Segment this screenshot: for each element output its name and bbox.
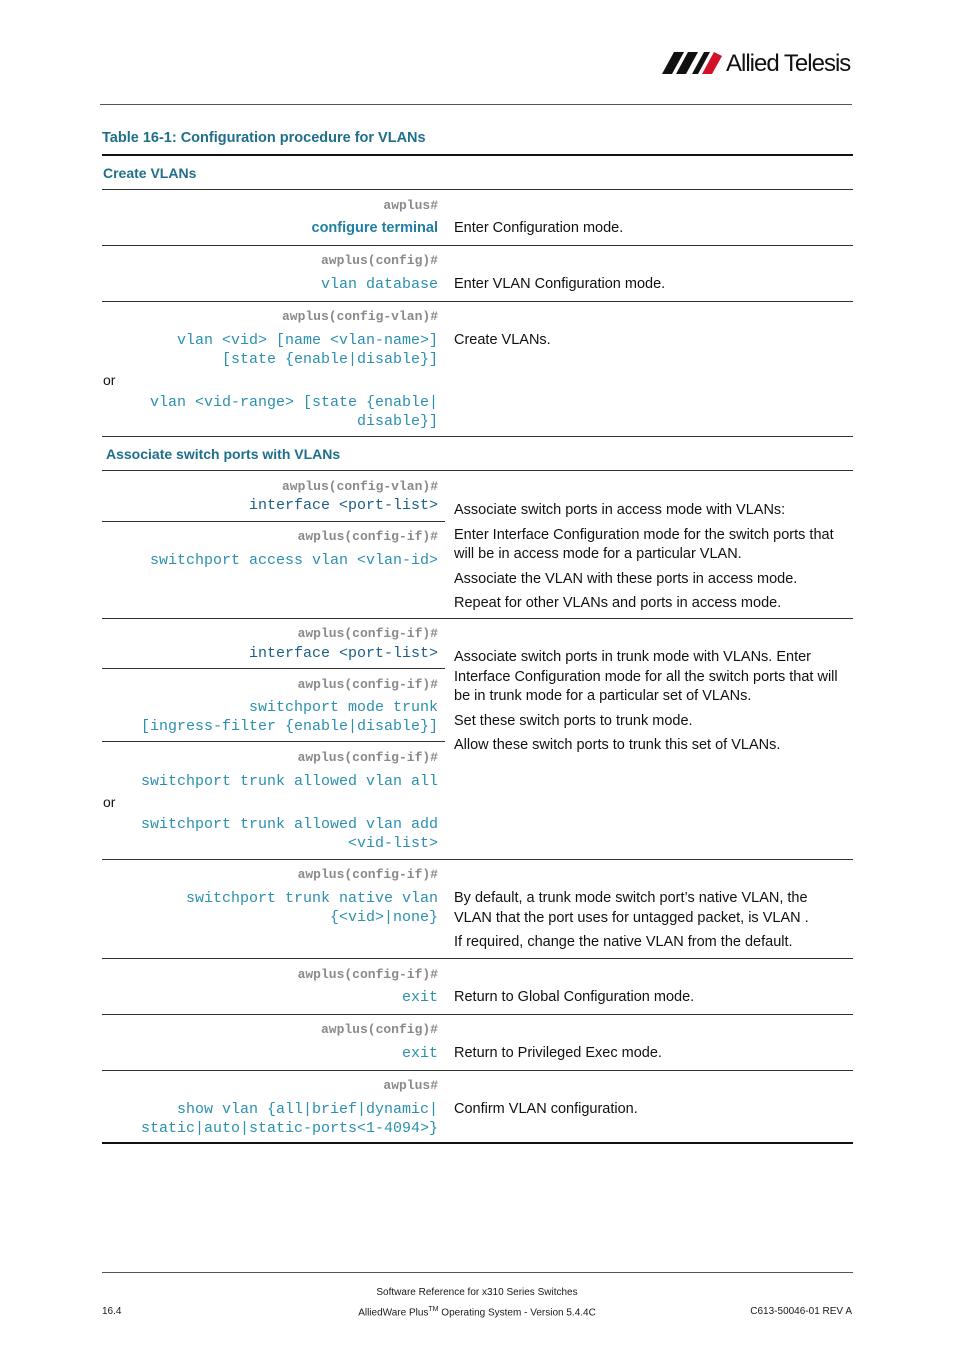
header-divider [100,104,852,105]
row-divider [102,958,853,959]
table-title: Table 16-1: Configuration procedure for VLANs [102,130,426,146]
page-number: 16.4 [102,1306,122,1317]
description-line: Enter Interface Configuration mode for the switch ports that will be in access mode for a particular VLAN. [454,526,834,562]
cli-command: switchport mode trunk [ingress-filter {enable|disable}] [140,699,438,735]
document-id: C613-50046-01 REV A [750,1306,852,1317]
description-line: If required, change the native VLAN from the default. [454,934,793,950]
version-text: Operating System - Version 5.4.4C [438,1307,596,1319]
cli-prompt: awplus(config)# [320,1022,438,1037]
access-mode-description [454,501,844,614]
description-line: Allow these switch ports to trunk this set of VLANs. [454,737,781,753]
section-associate-ports: Associate switch ports with VLANs [106,446,341,462]
row-divider [102,189,853,190]
description-line: Associate switch ports in trunk mode with VLANs. Enter Interface Configuration mode for all the switch ports that will be in trunk mode for a particular set of VLANs. [454,649,838,704]
row-divider [102,859,853,860]
cli-prompt: awplus(config)# [320,253,438,268]
step-description: Enter Configuration mode. [454,220,624,236]
description-line: Associate the VLAN with these ports in access mode. [454,570,798,587]
cli-prompt: awplus(config-if)# [297,750,438,765]
table-bottom-rule [102,1142,853,1144]
step-description: Return to Global Configuration mode. [454,989,695,1005]
trunk-mode-description [454,648,844,756]
cli-command: vlan <vid> [name <vlan-name>] [state {enable|disable}] [176,332,438,368]
cli-command: switchport trunk native vlan {<vid>|none} [185,890,438,926]
cli-command: interface <port-list> [248,497,438,514]
description-line: Associate switch ports in access mode with VLANs: [454,502,786,518]
section-create-vlans: Create VLANs [103,165,197,181]
row-divider [102,436,853,437]
or-label: or [103,372,116,388]
cli-command-alt: switchport trunk allowed vlan add <vid-list> [140,816,438,852]
cli-prompt: awplus# [383,198,438,213]
description-line: By default, a trunk mode switch port’s native VLAN, the VLAN that the port uses for untagged packet, is VLAN . [454,890,809,926]
cli-command-alt: vlan <vid-range> [state {enable| disable}] [149,394,438,430]
allied-telesis-logo [662,50,854,80]
footer-title: Software Reference for x310 Series Switches [376,1287,578,1298]
cli-prompt: awplus(config-vlan)# [281,309,438,324]
cli-command: show vlan {all|brief|dynamic| static|auto|static-ports<1-4094>} [140,1101,438,1137]
cli-prompt: awplus(config-vlan)# [281,479,438,494]
step-description: Create VLANs. [454,332,551,348]
trademark: TM [428,1306,439,1313]
cli-prompt: awplus(config-if)# [297,967,438,982]
or-label: or [103,794,116,810]
cli-command: interface <port-list> [248,645,438,662]
cli-prompt: awplus# [383,1078,438,1093]
cli-command: switchport access vlan <vlan-id> [149,552,438,569]
row-divider [102,1014,853,1015]
native-vlan-description [454,889,844,953]
cli-prompt: awplus(config-if)# [297,626,438,641]
row-divider [102,245,853,246]
cli-prompt: awplus(config-if)# [297,867,438,882]
row-divider [102,470,853,471]
table-top-rule [102,154,853,156]
row-divider [102,521,445,522]
step-description: Return to Privileged Exec mode. [454,1045,662,1061]
step-description: Confirm VLAN configuration. [454,1101,638,1117]
cli-prompt: awplus(config-if)# [297,677,438,692]
row-divider [102,301,853,302]
footer-divider [102,1272,853,1273]
cli-command: exit [401,1045,438,1062]
product-name: AlliedWare Plus [358,1307,429,1319]
description-line: Repeat for other VLANs and ports in access mode. [454,595,782,611]
cli-prompt: awplus(config-if)# [297,529,438,544]
brand-name: Allied Telesis [726,50,851,77]
allied-telesis-logo-mark [662,50,724,76]
cli-command: switchport trunk allowed vlan all [140,773,438,790]
row-divider [102,618,853,619]
cli-command: vlan database [320,276,438,293]
description-line: Set these switch ports to trunk mode. [454,712,693,729]
row-divider [102,741,445,742]
cli-command: exit [401,989,438,1006]
step-description: Enter VLAN Configuration mode. [454,276,666,292]
row-divider [102,1070,853,1071]
cli-command: configure terminal [311,220,438,236]
row-divider [102,668,445,669]
